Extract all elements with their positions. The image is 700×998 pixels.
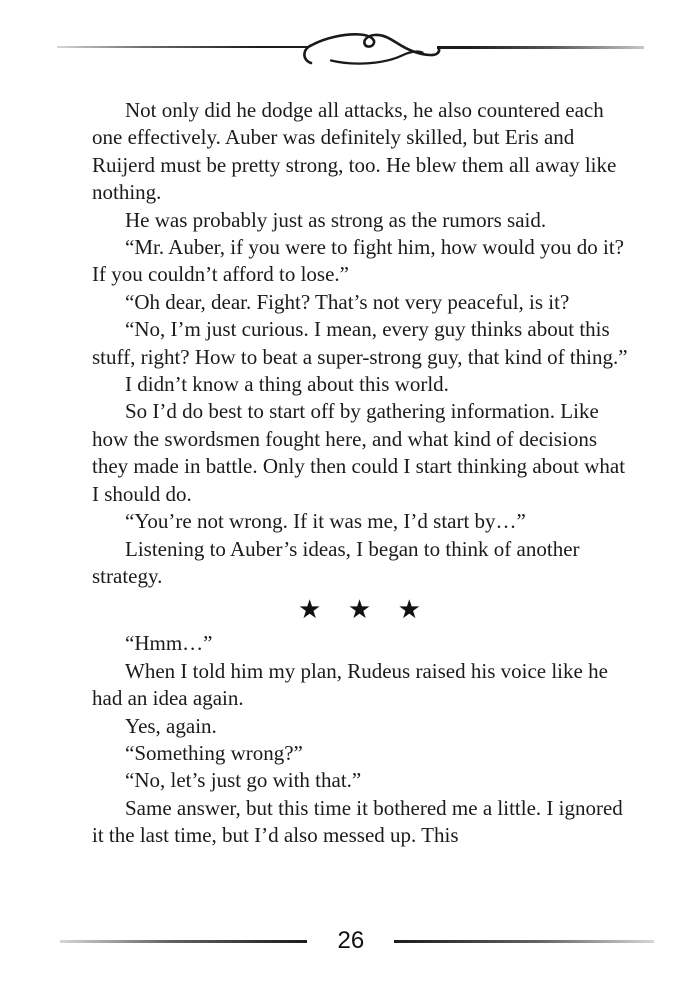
footer — [60, 923, 654, 959]
paragraph: When I told him my plan, Rudeus raised his voice like he had an idea again. — [92, 658, 608, 711]
paragraph: “No, let’s just go with that.” — [125, 768, 362, 793]
paragraph: Listening to Auber’s ideas, I began to think of another strategy. — [92, 536, 580, 588]
footer-rule-left — [60, 940, 307, 943]
footer-rule-right — [394, 940, 654, 943]
page-text — [92, 97, 629, 850]
paragraph: “Hmm…” — [125, 631, 213, 656]
paragraph: Same answer, but this time it bothered me a little. I ignored it the last time, but I’d also messed up. This — [92, 795, 623, 848]
flourish-ornament-icon — [299, 26, 449, 72]
paragraph: “Oh dear, dear. Fight? That’s not very peaceful, is it? — [125, 289, 570, 314]
header-rule-right — [437, 46, 644, 49]
paragraph: Not only did he dodge all attacks, he also countered each one effectively. Auber was definitely skilled, but Eris and Ruijerd must be pretty strong, too. He blew them all away like nothing. — [92, 98, 617, 205]
header-divider — [57, 26, 644, 68]
page-number: 26 — [337, 927, 365, 954]
paragraph: So I’d do best to start off by gathering information. Like how the swordsmen fought here, and what kind of decisions they made in battle. Only then could I start thinking about what I should do. — [92, 399, 626, 506]
paragraph: Yes, again. — [125, 713, 217, 738]
paragraph: “You’re not wrong. If it was me, I’d start by…” — [125, 509, 526, 534]
paragraph: I didn’t know a thing about this world. — [125, 372, 449, 397]
paragraph: “No, I’m just curious. I mean, every guy thinks about this stuff, right? How to beat a super-strong guy, that kind of thing.” — [92, 317, 628, 369]
paragraph: “Mr. Auber, if you were to fight him, how would you do it? If you couldn’t afford to lose.” — [92, 235, 625, 287]
header-rule-left — [57, 46, 309, 48]
paragraph: “Something wrong?” — [125, 740, 303, 765]
paragraph: He was probably just as strong as the rumors said. — [125, 207, 547, 232]
scene-break-stars: ★ ★ ★ — [298, 595, 423, 625]
